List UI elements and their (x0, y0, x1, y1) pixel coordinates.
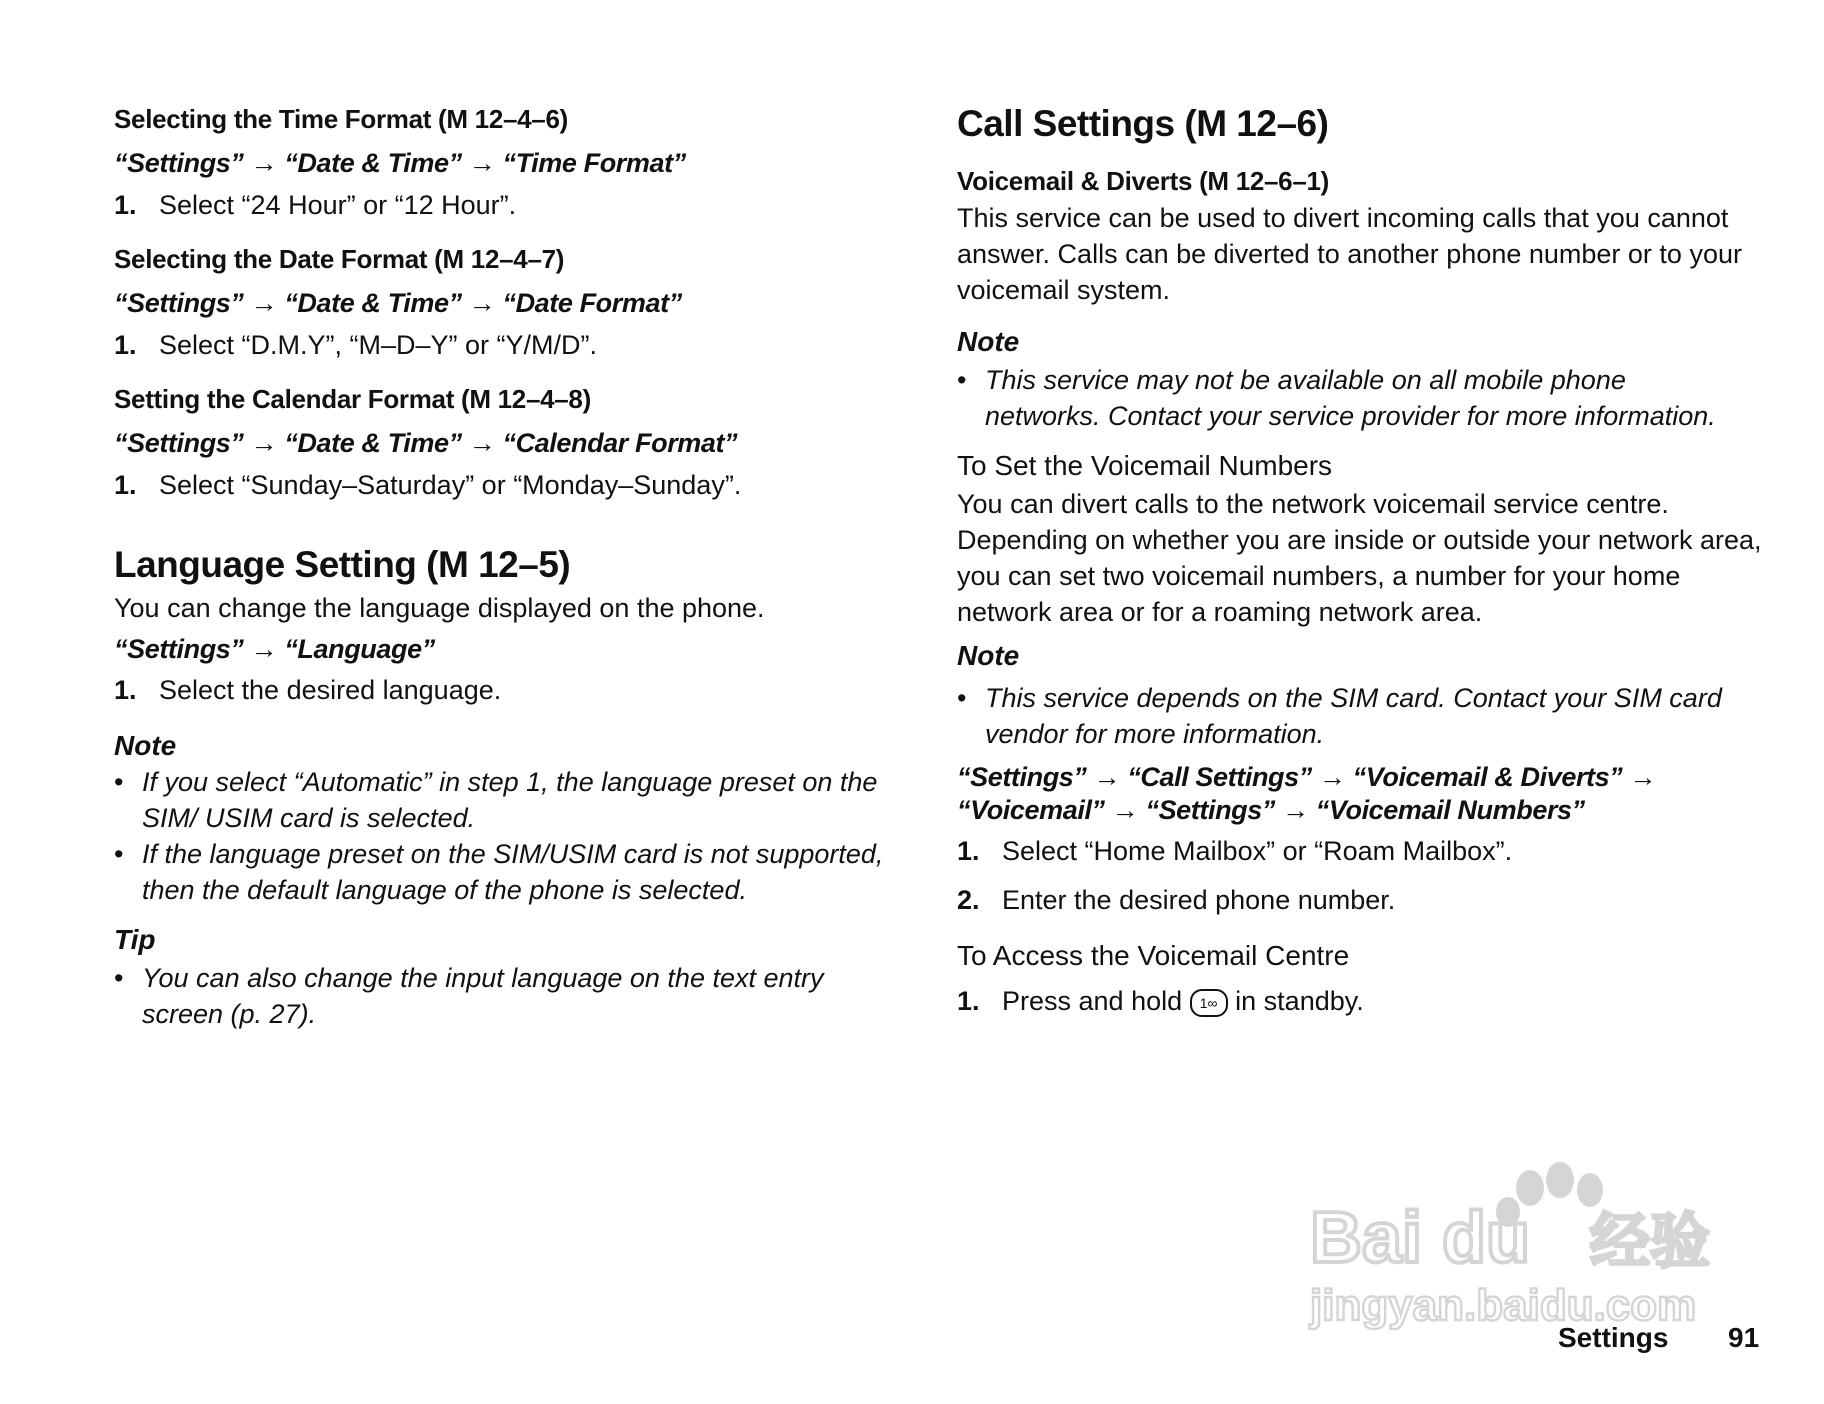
step-text: Press and hold (1002, 986, 1183, 1016)
language-description: You can change the language displayed on the phone. (114, 593, 765, 623)
set-numbers-step (957, 885, 1395, 916)
step-text: Enter the desired phone number. (1002, 885, 1396, 915)
language-note-heading: Note (114, 730, 177, 761)
set-numbers-menu-path-line2: “Voicemail” → “Settings” → “Voicemail Numbers” (957, 795, 1585, 825)
set-numbers-step (957, 836, 1512, 867)
set-numbers-menu-path-line1: “Settings” → “Call Settings” → “Voicemail & Diverts” → (957, 762, 1657, 792)
step-number: 1. (114, 330, 137, 360)
footer-section-label: Settings (1558, 1322, 1669, 1353)
bullet-dot: • (114, 839, 124, 869)
language-tip-bullet (114, 960, 894, 1032)
time-format-step (114, 190, 516, 221)
language-note-bullet (114, 836, 894, 908)
bullet-dot: • (114, 963, 124, 993)
step-number: 1. (114, 470, 137, 500)
bullet-dot: • (114, 767, 124, 797)
watermark-brand-cn: 经验 (1590, 1207, 1710, 1277)
date-format-step (114, 330, 597, 361)
voicemail-note-heading: Note (957, 326, 1020, 357)
time-format-heading: Selecting the Time Format (M 12–4–6) (114, 104, 568, 134)
calendar-format-heading: Setting the Calendar Format (M 12–4–8) (114, 384, 591, 414)
voicemail-diverts-heading: Voicemail & Diverts (M 12–6–1) (957, 166, 1330, 196)
set-voicemail-numbers-heading: To Set the Voicemail Numbers (957, 450, 1333, 481)
calendar-format-step (114, 470, 741, 501)
date-format-menu-path: “Settings” → “Date & Time” → “Date Format” (114, 288, 682, 318)
watermark-url: jingyan.baidu.com (1310, 1281, 1697, 1330)
language-tip-heading: Tip (114, 924, 156, 955)
set-numbers-note-heading: Note (957, 640, 1020, 671)
bullet-text: This service may not be available on all mobile phone networks. Contact your service provider for more information. (985, 365, 1716, 431)
step-number: 1. (114, 675, 137, 705)
bullet-dot: • (957, 683, 967, 713)
bullet-text: If you select “Automatic” in step 1, the language preset on the SIM/ USIM card is selected. (142, 767, 878, 833)
access-centre-step (957, 986, 1364, 1017)
calendar-format-menu-path: “Settings” → “Date & Time” → “Calendar Format” (114, 428, 738, 458)
language-note-bullet (114, 764, 894, 836)
step-number: 1. (114, 190, 137, 220)
step-number: 1. (957, 836, 980, 866)
step-text: Select the desired language. (159, 675, 502, 705)
date-format-heading: Selecting the Date Format (M 12–4–7) (114, 244, 565, 274)
bullet-text: If the language preset on the SIM/USIM card is not supported, then the default language of the phone is selected. (142, 839, 884, 905)
step-number: 2. (957, 885, 980, 915)
baidu-watermark (1290, 1150, 1750, 1340)
language-menu-path: “Settings” → “Language” (114, 634, 435, 664)
time-format-menu-path: “Settings” → “Date & Time” → “Time Format” (114, 148, 686, 178)
bullet-text: This service depends on the SIM card. Contact your SIM card vendor for more information. (985, 683, 1722, 749)
step-text: in standby. (1235, 986, 1364, 1016)
call-settings-heading: Call Settings (M 12–6) (957, 103, 1329, 144)
step-text: Select “Home Mailbox” or “Roam Mailbox”. (1002, 836, 1513, 866)
voicemail-diverts-description: This service can be used to divert incoming calls that you cannot answer. Calls can be diverted to another phone number or to your voicemail system. (957, 203, 1742, 305)
language-heading: Language Setting (M 12–5) (114, 544, 571, 585)
bullet-dot: • (957, 365, 967, 395)
step-number: 1. (957, 986, 980, 1016)
language-step (114, 675, 501, 706)
voicemail-key-icon: 1∞ (1190, 989, 1228, 1017)
page-number: 91 (1728, 1322, 1760, 1353)
voicemail-note-bullet (957, 362, 1737, 434)
watermark-brand: Bai du (1310, 1198, 1531, 1278)
set-numbers-note-bullet (957, 680, 1737, 752)
step-text: Select “Sunday–Saturday” or “Monday–Sunday”. (159, 470, 742, 500)
bullet-text: You can also change the input language on the text entry screen (p. 27). (142, 963, 824, 1029)
set-voicemail-numbers-description: You can divert calls to the network voicemail service centre. Depending on whether you are inside or outside your network area, you can set two voicemail numbers, a number for your home network area or for a roaming network area. (957, 489, 1762, 627)
access-voicemail-centre-heading: To Access the Voicemail Centre (957, 940, 1350, 971)
step-text: Select “D.M.Y”, “M–D–Y” or “Y/M/D”. (159, 330, 598, 360)
step-text: Select “24 Hour” or “12 Hour”. (159, 190, 517, 220)
